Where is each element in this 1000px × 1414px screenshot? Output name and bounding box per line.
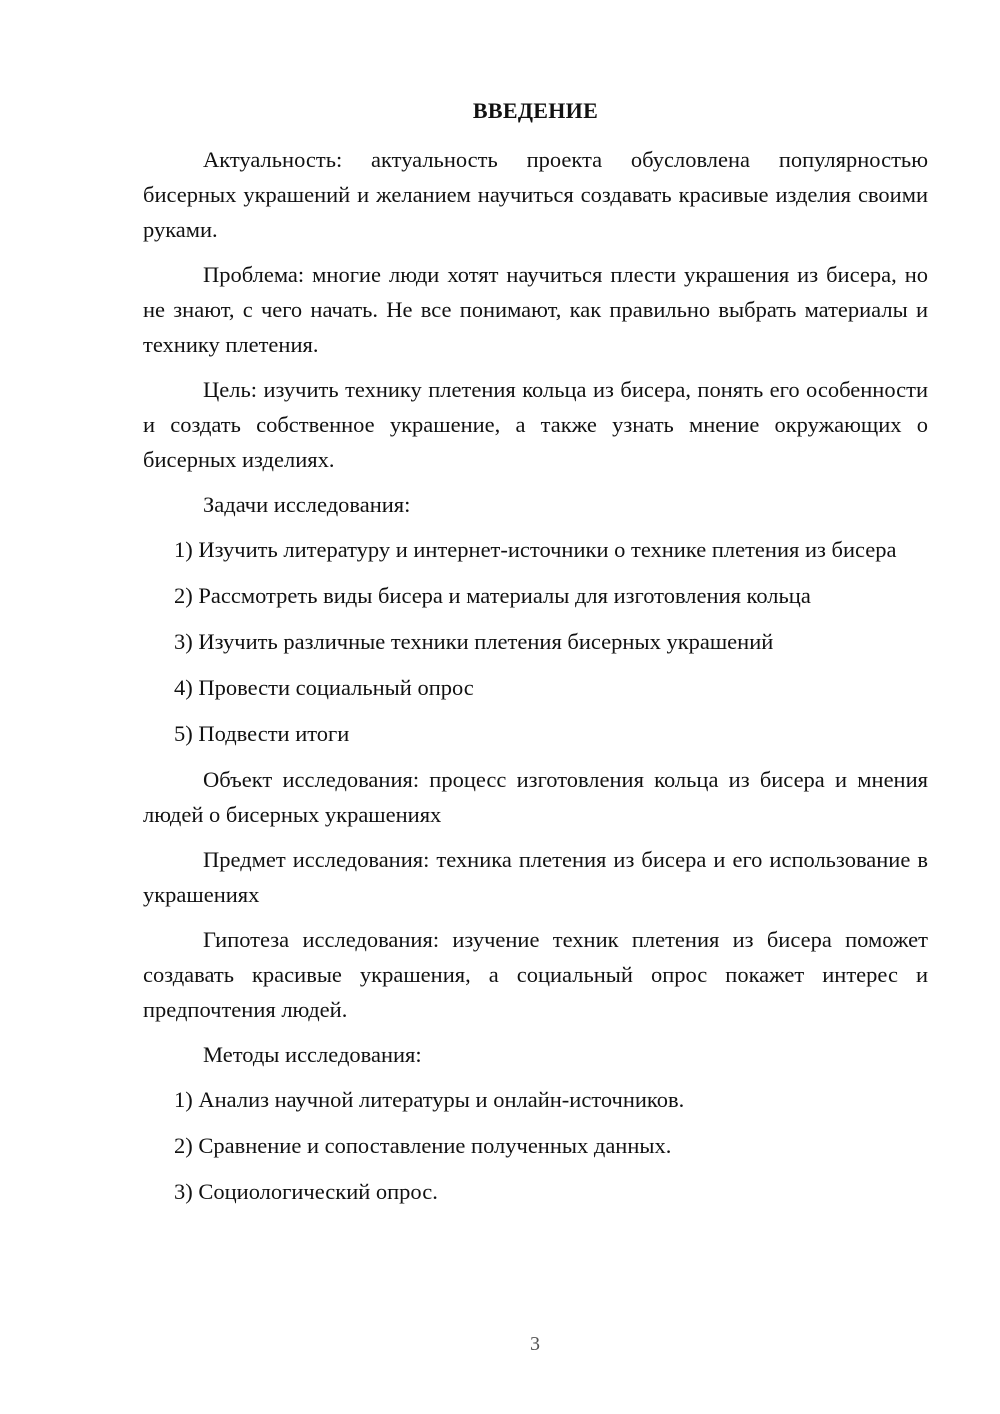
methods-label: Методы исследования: xyxy=(203,1042,422,1067)
section-title: ВВЕДЕНИЕ xyxy=(472,98,599,123)
problem-paragraph: Проблема: многие люди хотят научиться плести украшения из бисера, но не знают, с чего начать. Не все понимают, как правильно выбрать материалы и технику плетения. xyxy=(143,262,928,357)
subject-paragraph: Предмет исследования: техника плетения из бисера и его использование в украшениях xyxy=(143,847,928,907)
task-item: 1) Изучить литературу и интернет-источники о технике плетения из бисера xyxy=(174,537,897,562)
task-item: 2) Рассмотреть виды бисера и материалы для изготовления кольца xyxy=(174,583,811,608)
task-item: 5) Подвести итоги xyxy=(174,721,350,746)
page-body xyxy=(143,142,928,1220)
tasks-label: Задачи исследования: xyxy=(203,492,411,517)
page-number: 3 xyxy=(530,1333,540,1355)
method-item: 2) Сравнение и сопоставление полученных данных. xyxy=(174,1133,672,1158)
goal-paragraph: Цель: изучить технику плетения кольца из бисера, понять его особенности и создать собственное украшение, а также узнать мнение окружающих о бисерных изделиях. xyxy=(143,377,928,472)
hypothesis-paragraph: Гипотеза исследования: изучение техник плетения из бисера поможет создавать красивые украшения, а социальный опрос покажет интерес и предпочтения людей. xyxy=(143,927,928,1022)
method-item: 1) Анализ научной литературы и онлайн-источников. xyxy=(174,1087,685,1112)
actuality-paragraph: Актуальность: актуальность проекта обусловлена популярностью бисерных украшений и желанием научиться создавать красивые изделия своими руками. xyxy=(143,147,928,242)
method-item: 3) Социологический опрос. xyxy=(174,1179,438,1204)
task-item: 3) Изучить различные техники плетения бисерных украшений xyxy=(174,629,774,654)
task-item: 4) Провести социальный опрос xyxy=(174,675,474,700)
object-paragraph: Объект исследования: процесс изготовления кольца из бисера и мнения людей о бисерных украшениях xyxy=(143,767,928,827)
